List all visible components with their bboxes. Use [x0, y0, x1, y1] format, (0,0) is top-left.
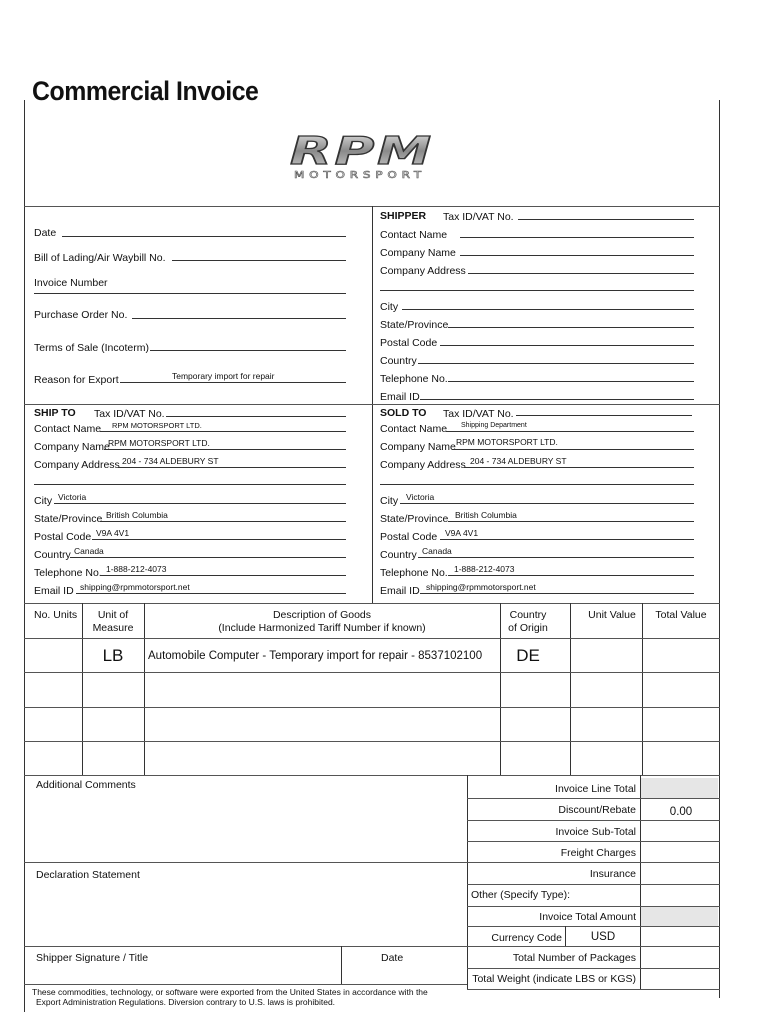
row-line-3 — [24, 707, 720, 708]
ship-to-contact-label: Contact Name — [34, 423, 102, 435]
ship-to-company-label: Company Name — [34, 441, 110, 453]
reason-label: Reason for Export — [34, 374, 119, 386]
header-uom-2: Measure — [92, 622, 134, 634]
ship-to-postal-label: Postal Code — [34, 531, 92, 543]
sold-to-tax-label: Tax ID/VAT No. — [443, 408, 514, 420]
sold-to-phone-label: Telephone No. — [380, 567, 448, 579]
sold-to-tax-field[interactable] — [516, 415, 692, 416]
frame-right — [719, 100, 720, 998]
bol-label: Bill of Lading/Air Waybill No. — [34, 252, 166, 264]
date-label: Date — [34, 227, 57, 239]
shipper-address-label: Company Address — [380, 265, 466, 277]
ship-to-tax-label: Tax ID/VAT No. — [94, 408, 165, 420]
ship-to-postal-value: V9A 4V1 — [96, 528, 130, 538]
row-line-5 — [24, 775, 720, 776]
terms-field[interactable] — [150, 350, 346, 351]
tot-line-3 — [467, 841, 720, 842]
divider-center — [372, 206, 373, 604]
sold-to-email-value: shipping@rpmmotorsport.net — [426, 582, 536, 592]
shipper-address-field[interactable] — [468, 273, 694, 274]
shade-line-total — [641, 778, 718, 798]
header-desc-1: Description of Goods — [272, 609, 372, 621]
sold-to-city-label: City — [380, 495, 399, 507]
ship-to-city-value: Victoria — [58, 492, 87, 502]
ship-to-postal-field[interactable] — [92, 539, 346, 540]
invoice-total-label: Invoice Total Amount — [539, 911, 636, 923]
terms-label: Terms of Sale (Incoterm) — [34, 342, 149, 354]
ship-to-phone-field[interactable] — [100, 575, 346, 576]
header-uom-1: Unit of — [97, 609, 129, 621]
sold-to-state-field[interactable] — [448, 521, 694, 522]
col-line-5 — [642, 603, 643, 775]
ship-to-email-value: shipping@rpmmotorsport.net — [80, 582, 190, 592]
ship-to-city-label: City — [34, 495, 53, 507]
ship-to-country-label: Country — [34, 549, 71, 561]
ship-to-address-field-2[interactable] — [34, 484, 346, 485]
col-line-4 — [570, 603, 571, 775]
currency-value[interactable]: USD — [590, 931, 616, 943]
tot-line-10 — [467, 989, 720, 990]
header-origin-2: of Origin — [508, 622, 548, 634]
ship-to-address-field[interactable] — [118, 467, 346, 468]
currency-label: Currency Code — [491, 932, 562, 944]
ship-to-state-value: British Columbia — [106, 510, 168, 520]
sold-to-email-field[interactable] — [420, 593, 694, 594]
declaration-label: Declaration Statement — [36, 869, 140, 881]
shipper-email-label: Email ID — [380, 391, 420, 403]
ship-to-country-value: Canada — [74, 546, 104, 556]
date-field[interactable] — [62, 236, 346, 237]
row-line-2 — [24, 672, 720, 673]
sold-to-company-field[interactable] — [452, 449, 694, 450]
tot-line-2 — [467, 820, 720, 821]
invoice-number-field[interactable] — [34, 293, 346, 294]
subtotal-label: Invoice Sub-Total — [555, 826, 636, 838]
sold-to-contact-field[interactable] — [446, 431, 694, 432]
tot-line-8 — [24, 946, 720, 947]
signature-field[interactable] — [30, 964, 336, 982]
ship-to-state-field[interactable] — [100, 521, 346, 522]
sold-to-phone-value: 1-888-212-4073 — [454, 564, 515, 574]
ship-to-contact-field[interactable] — [100, 431, 346, 432]
signature-divider — [341, 946, 342, 984]
sold-to-email-label: Email ID — [380, 585, 420, 597]
header-desc-2: (Include Harmonized Tariff Number if known) — [218, 622, 426, 634]
sold-to-heading: SOLD TO — [380, 407, 427, 419]
row-line-4 — [24, 741, 720, 742]
comments-bottom-line — [24, 862, 467, 863]
ship-to-email-field[interactable] — [76, 593, 346, 594]
footer-line-2: Export Administration Regulations. Diversion contrary to U.S. laws is prohibited. — [36, 997, 336, 1007]
sold-to-country-value: Canada — [422, 546, 452, 556]
bol-field[interactable] — [172, 260, 346, 261]
shipper-heading: SHIPPER — [380, 210, 427, 222]
sold-to-country-label: Country — [380, 549, 417, 561]
signature-date-field[interactable] — [346, 964, 462, 982]
tot-line-6 — [467, 906, 720, 907]
rpm-logo — [288, 132, 438, 187]
shipper-contact-field[interactable] — [460, 237, 694, 238]
shipper-postal-label: Postal Code — [380, 337, 438, 349]
line-total-label: Invoice Line Total — [555, 783, 636, 795]
svg-text:MOTORSPORT: MOTORSPORT — [294, 170, 426, 181]
svg-text:RPM: RPM — [290, 132, 434, 173]
sold-to-state-label: State/Province — [380, 513, 449, 525]
sold-to-address-label: Company Address — [380, 459, 466, 471]
sold-to-address-value: 204 - 734 ALDEBURY ST — [470, 456, 567, 466]
discount-label: Discount/Rebate — [558, 804, 636, 816]
shipper-company-label: Company Name — [380, 247, 456, 259]
po-field[interactable] — [132, 318, 346, 319]
sold-to-address-field[interactable] — [464, 467, 694, 468]
shipper-address-field-2[interactable] — [380, 290, 694, 291]
signature-label: Shipper Signature / Title — [36, 952, 149, 964]
additional-comments-label: Additional Comments — [36, 779, 136, 791]
sold-to-company-label: Company Name — [380, 441, 456, 453]
sold-to-country-field[interactable] — [418, 557, 694, 558]
shipper-city-field[interactable] — [402, 309, 694, 310]
shipper-phone-field[interactable] — [448, 381, 694, 382]
tot-line-7 — [467, 926, 720, 927]
packages-label: Total Number of Packages — [512, 952, 636, 964]
ship-to-address-value: 204 - 734 ALDEBURY ST — [122, 456, 219, 466]
po-label: Purchase Order No. — [34, 309, 128, 321]
ship-to-address-label: Company Address — [34, 459, 120, 471]
sold-to-contact-value: Shipping Department — [461, 422, 527, 429]
totals-left-line — [467, 775, 468, 990]
header-origin-1: Country — [509, 609, 547, 621]
additional-comments-field[interactable] — [30, 795, 460, 857]
header-unit-value: Unit Value — [588, 609, 636, 621]
frame-left — [24, 100, 25, 1012]
row-desc[interactable]: Automobile Computer - Temporary import for repair - 8537102100 — [148, 650, 483, 662]
shipper-country-field[interactable] — [418, 363, 694, 364]
freight-label: Freight Charges — [560, 847, 636, 859]
signature-date-label: Date — [381, 952, 404, 964]
shipper-phone-label: Telephone No. — [380, 373, 448, 385]
shipper-city-label: City — [380, 301, 399, 313]
totals-mid-line — [640, 775, 641, 990]
sold-to-address-field-2[interactable] — [380, 484, 694, 485]
reason-field[interactable] — [120, 382, 346, 383]
sold-to-company-value: RPM MOTORSPORT LTD. — [456, 437, 558, 447]
rpm-logo-graphic — [288, 132, 438, 182]
ship-to-state-label: State/Province — [34, 513, 103, 525]
header-total-value: Total Value — [655, 609, 707, 621]
sold-to-contact-label: Contact Name — [380, 423, 448, 435]
divider-parties — [24, 404, 720, 405]
ship-to-tax-field[interactable] — [166, 416, 346, 417]
ship-to-country-field[interactable] — [70, 557, 346, 558]
declaration-field[interactable] — [30, 884, 460, 942]
row-line-1 — [24, 638, 720, 639]
row-origin[interactable]: DE — [516, 646, 540, 665]
sold-to-phone-field[interactable] — [448, 575, 694, 576]
sold-to-postal-label: Postal Code — [380, 531, 438, 543]
shipper-tax-label: Tax ID/VAT No. — [443, 211, 514, 223]
tot-line-4 — [467, 862, 720, 863]
ship-to-company-value: RPM MOTORSPORT LTD. — [108, 438, 210, 448]
shipper-state-label: State/Province — [380, 319, 449, 331]
invoice-number-label: Invoice Number — [34, 277, 108, 289]
signature-bottom-line — [24, 984, 467, 985]
tot-line-5 — [467, 884, 720, 885]
divider-table-top — [24, 603, 720, 604]
insurance-label: Insurance — [589, 868, 636, 880]
shipper-postal-field[interactable] — [440, 345, 694, 346]
footer-line-1: These commodities, technology, or software were exported from the United States in accordance with the — [32, 987, 428, 997]
ship-to-phone-value: 1-888-212-4073 — [106, 564, 167, 574]
sold-to-state-value: British Columbia — [455, 510, 517, 520]
sold-to-postal-value: V9A 4V1 — [445, 528, 479, 538]
sold-to-city-field[interactable] — [400, 503, 694, 504]
ship-to-city-field[interactable] — [54, 503, 346, 504]
shipper-contact-label: Contact Name — [380, 229, 448, 241]
ship-to-phone-label: Telephone No. — [34, 567, 102, 579]
ship-to-heading: SHIP TO — [34, 407, 76, 419]
weight-label: Total Weight (indicate LBS or KGS) — [472, 973, 636, 985]
ship-to-company-field[interactable] — [104, 449, 346, 450]
shipper-tax-field[interactable] — [518, 219, 694, 220]
tot-line-9 — [467, 968, 720, 969]
shipper-company-field[interactable] — [460, 255, 694, 256]
sold-to-city-value: Victoria — [406, 492, 435, 502]
shipper-country-label: Country — [380, 355, 417, 367]
ship-to-email-label: Email ID — [34, 585, 74, 597]
shade-invoice-total — [641, 906, 718, 926]
reason-value: Temporary import for repair — [172, 371, 275, 381]
row-uom[interactable]: LB — [102, 646, 124, 665]
shipper-email-field[interactable] — [420, 399, 694, 400]
header-units: No. Units — [34, 609, 78, 621]
shipper-state-field[interactable] — [448, 327, 694, 328]
other-label: Other (Specify Type): — [471, 889, 571, 901]
ship-to-contact-value: RPM MOTORSPORT LTD. — [112, 421, 202, 430]
sold-to-postal-field[interactable] — [440, 539, 694, 540]
page-title: Commercial Invoice — [32, 76, 259, 106]
discount-value[interactable]: 0.00 — [669, 806, 693, 818]
tot-line-1 — [467, 798, 720, 799]
